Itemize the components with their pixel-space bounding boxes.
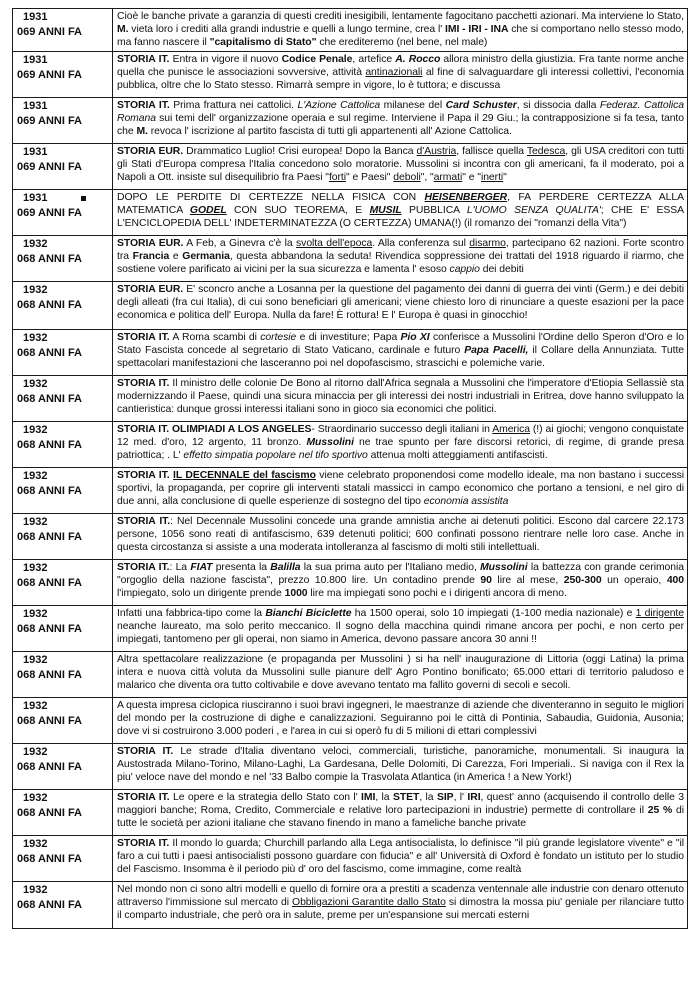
years-ago-label: 068 ANNI FA — [17, 530, 83, 543]
year-label: 1931 — [23, 99, 48, 112]
text-run: IMI - IRI - INA — [445, 24, 509, 36]
text-run: , fallisce quella — [456, 145, 527, 157]
text-run: STORIA IT. — [117, 53, 170, 65]
timeline-row — [13, 467, 688, 513]
text-run: svolta dell'epoca — [296, 237, 373, 249]
text-run: " — [503, 172, 507, 184]
year-label: 1932 — [23, 653, 48, 666]
years-ago-label: 068 ANNI FA — [17, 298, 83, 311]
text-run: ", " — [420, 172, 434, 184]
entry-text — [113, 881, 688, 928]
text-run: Entra in vigore il nuovo — [169, 53, 282, 65]
text-run: Il ministro delle colonie De Bono al ritorno dall'Africa segnala a Mussolini che l'imperatore d'Etiopia Sellassiè sta modernizzando il Paese, quindi una sicura minaccia per gli interessi dei nostri industriali in Eritrea, dove hanno sviluppato la cantieristica: dunque grossi interessi italiani sono in gioco sia economici che politici. — [117, 377, 684, 416]
timeline-row — [13, 743, 688, 789]
text-run: SIP — [436, 791, 454, 803]
entry-text — [113, 97, 688, 143]
date-cell — [13, 697, 113, 743]
text-run: A. Rocco — [395, 53, 441, 65]
year-label: 1932 — [23, 837, 48, 850]
year-label: 1932 — [23, 515, 48, 528]
timeline-row — [13, 835, 688, 881]
text-run: sui temi dell' organizzazione operaia e sul regime. Interviene il Papa il 29 Giu.; la contrapposizione si fa tesa, tanto che — [117, 112, 684, 138]
entry-text — [113, 467, 688, 513]
text-run: STORIA IT. — [117, 331, 170, 343]
text-run: A Feb, a Ginevra c'è la — [183, 237, 297, 249]
text-run: L'Azione Cattolica — [297, 99, 381, 111]
years-ago-label: 068 ANNI FA — [17, 760, 83, 773]
text-run: disarmo — [469, 237, 506, 249]
text-run: la battezza con grande cerimonia "orgoglio della nazione fascista", prezzo 10.800 lire. Un contadino prende — [117, 561, 684, 586]
date-cell — [13, 51, 113, 97]
text-run: cortesie — [260, 331, 297, 343]
years-ago-label: 068 ANNI FA — [17, 806, 83, 819]
text-run: , si dissocia dalla — [516, 99, 600, 111]
text-run: America — [492, 423, 530, 435]
timeline-row — [13, 881, 688, 928]
text-run: PUBBLICA — [401, 204, 467, 216]
text-run: d'Austria — [416, 145, 457, 157]
year-label: 1932 — [23, 699, 48, 712]
text-run: l'impiegato, solo un dirigente prende — [117, 588, 285, 600]
year-label: 1932 — [23, 561, 48, 574]
text-run: che erediteremo (nel bene, nel male) — [316, 37, 488, 49]
text-run: STORIA IT. — [117, 745, 174, 757]
entry-text — [113, 189, 688, 235]
text-run: 250-300 — [563, 574, 602, 586]
text-run: la sua prima auto per l'Italiano medio, — [300, 561, 481, 573]
timeline-row — [13, 97, 688, 143]
text-run: (!) ai giochi; vengono conquistate 12 med. d'oro, 12 argento, 11 bronzo. — [117, 423, 684, 448]
text-run: STET — [392, 791, 420, 803]
text-run: , l' — [453, 791, 468, 803]
years-ago-label: 068 ANNI FA — [17, 392, 83, 405]
text-run: Codice Penale — [281, 53, 353, 65]
year-label: 1931 — [23, 191, 48, 204]
years-ago-label: 069 ANNI FA — [17, 114, 83, 127]
text-run: Infatti una fabbrica-tipo come la — [117, 607, 266, 619]
text-run: attenua molti atteggiamenti antifascisti. — [367, 450, 548, 462]
text-run: Mussolini — [306, 436, 354, 448]
timeline-row — [13, 513, 688, 559]
date-cell — [13, 789, 113, 835]
text-run: M. — [136, 126, 148, 138]
text-run: Federaz. Cattolica Romana — [117, 99, 684, 124]
years-ago-label: 069 ANNI FA — [17, 206, 83, 219]
year-label: 1932 — [23, 607, 48, 620]
text-run: , questa abbandona la seduta! Rivendica soppressione dei trattati del 1918 riguardo il riarmo, che sostiene volere parificato ai vicini per la sua sicurezza e lamenta l' esoso — [117, 250, 684, 276]
bullet-marker-icon — [81, 196, 86, 201]
date-cell — [13, 513, 113, 559]
date-cell — [13, 881, 113, 928]
text-run: Mussolini — [480, 561, 528, 573]
text-run: L'UOMO SENZA QUALITA' — [466, 204, 601, 216]
text-run: FIAT — [190, 561, 213, 573]
text-run: Germania — [182, 250, 230, 262]
years-ago-label: 068 ANNI FA — [17, 852, 83, 865]
years-ago-label: 068 ANNI FA — [17, 252, 83, 265]
text-run: IRI — [467, 791, 481, 803]
text-run: di tutte le società per azioni italiane che stavano finendo in mano a fameliche banche private — [117, 804, 685, 830]
date-cell — [13, 329, 113, 375]
text-run: , FA PERDERE CERTEZZA ALLA MATEMATICA — [117, 191, 684, 216]
text-run: Le opere e la strategia dello Stato con l' — [169, 791, 362, 803]
year-label: 1931 — [23, 53, 48, 66]
text-run: , gli USA creditori con tutti gli Stati d'Europa compresa l'Italia concedono solo moratorie. Mussolini si incontra con gli americani, fa il moderato, poi a Napoli a Ott. insiste sul disequilibrio fra Paesi " — [117, 145, 685, 184]
text-run: " e " — [462, 172, 481, 184]
text-run: STORIA IT. — [117, 377, 170, 389]
year-label: 1932 — [23, 377, 48, 390]
entry-text — [113, 235, 688, 281]
text-run: conferisce a Mussolini l'Ordine dello Speron d'Oro e lo Stato Fascista concede al segretario di Stato Vaticano, cardinale e futuro — [117, 331, 684, 356]
text-run: Card Schuster — [445, 99, 517, 111]
date-cell — [13, 605, 113, 651]
timeline-row — [13, 143, 688, 189]
years-ago-label: 069 ANNI FA — [17, 26, 83, 38]
text-run: , quest' anno (acquisendo il controllo delle 3 maggiori banche; Roma, Credito, Commerciale e relative loro partecipazioni in industrie) permette di controllare il — [117, 791, 685, 816]
year-label: 1931 — [23, 11, 48, 23]
timeline-row — [13, 605, 688, 651]
date-cell — [13, 651, 113, 697]
text-run: Nel mondo non ci sono altri modelli e quello di fornire ora a prestiti a scadenza ventennale alle industrie con denaro ottenuto attraverso l'immissione sul mercato di — [117, 883, 684, 908]
date-cell — [13, 189, 113, 235]
years-ago-label: 068 ANNI FA — [17, 668, 83, 681]
text-run: il Collare della Annunziata. Tutte spettacolari manifestazioni che lasceranno poi nel dopofascismo, strascichi e polemiche varie. — [117, 344, 685, 370]
timeline-row — [13, 329, 688, 375]
years-ago-label: 069 ANNI FA — [17, 160, 83, 173]
date-cell — [13, 743, 113, 789]
text-run: Drammatico Luglio! Crisi europea! Dopo la Banca — [183, 145, 417, 157]
year-label: 1932 — [23, 283, 48, 296]
text-run: , artefice — [352, 53, 396, 65]
years-ago-label: 068 ANNI FA — [17, 898, 83, 911]
year-label: 1932 — [23, 745, 48, 758]
text-run: 90 — [480, 574, 492, 586]
text-run: economia assistita — [423, 496, 509, 508]
text-run: MUSIL — [369, 204, 402, 216]
text-run: Balilla — [270, 561, 301, 573]
entry-text — [113, 697, 688, 743]
text-run: antinazionali — [365, 66, 423, 78]
timeline-row — [13, 651, 688, 697]
date-cell — [13, 835, 113, 881]
timeline-row — [13, 421, 688, 467]
text-run: 400 — [666, 574, 684, 586]
text-run: lire al mese, — [491, 574, 564, 586]
entry-text — [113, 51, 688, 97]
text-run: A questa impresa ciclopica riusciranno i suoi bravi ingegneri, le maestranze di aziende che diventeranno in seguito le migliori del mondo per la costruzione di dighe e canalizzazioni. Seguiranno poi le città di Pontinia, Sabaudia, Guidonia, Ausonia; dove vi si costruirono 3.000 poderi , e l'area in cui si operò fu di 5 milioni di ettari complessivi — [117, 699, 684, 738]
years-ago-label: 068 ANNI FA — [17, 714, 83, 727]
text-run: inerti — [480, 172, 504, 184]
date-cell — [13, 9, 113, 52]
text-run: Francia — [132, 250, 170, 262]
text-run: neanche laureato, ma solo perito meccanico. Il sogno della macchina quindi rimane ancora per pochi, e non certo per impiegati, tantomeno per gli operai, non siamo in America, devono passare ancora 30 anni !! — [117, 620, 684, 646]
text-run: DOPO LE PERDITE DI CERTEZZE NELLA FISICA CON — [117, 191, 425, 203]
text-run: armati — [433, 172, 463, 184]
text-run: . Alla conferenza sul — [372, 237, 470, 249]
entry-text — [113, 605, 688, 651]
text-run: Altra spettacolare realizzazione (e propaganda per Mussolini ) si ha nell' inaugurazione di Littoria (oggi Latina) la prima intera e nuova città voluta da Mussolini sulle pianure dell' Agro Pontino bonificato; 65.000 ettari di territorio paludoso e malarico che diventa ora tutto coltivabile e dove avevano tentato ma fallito governi di secoli e secoli. — [117, 653, 684, 692]
text-run: 1000 — [284, 588, 308, 600]
date-cell — [13, 375, 113, 421]
text-run: cappio — [449, 264, 480, 276]
text-run: IL DECENNALE del fascismo — [173, 469, 316, 481]
date-cell — [13, 281, 113, 329]
text-run: , la — [419, 791, 437, 803]
text-run: vieta loro i crediti alla grandi industrie e quelli a lungo termine, crea l' — [128, 24, 446, 36]
entry-text — [113, 651, 688, 697]
timeline-row — [13, 281, 688, 329]
text-run: M. — [117, 24, 129, 36]
date-cell — [13, 235, 113, 281]
year-label: 1932 — [23, 791, 48, 804]
text-run: lire ma impiegati sono pochi e i dirigenti ancora di meno. — [307, 588, 567, 600]
text-run: revoca l' iscrizione al partito fascista di tutti gli appartenenti all' Azione Cattolica. — [147, 126, 512, 138]
text-run: STORIA IT. — [117, 99, 170, 111]
text-run: e di investiture; Papa — [296, 331, 401, 343]
years-ago-label: 068 ANNI FA — [17, 484, 83, 497]
year-label: 1932 — [23, 469, 48, 482]
text-run: " e Paesi" — [346, 172, 394, 184]
year-label: 1932 — [23, 331, 48, 344]
text-run: STORIA IT. — [117, 469, 174, 481]
text-run: STORIA IT. — [117, 515, 171, 527]
years-ago-label: 068 ANNI FA — [17, 438, 83, 451]
chronology-table — [12, 8, 688, 929]
text-run: GODEL — [189, 204, 227, 216]
text-run: effetto simpatia popolare nel tifo sportivo — [183, 450, 368, 462]
date-cell — [13, 467, 113, 513]
text-run: IMI — [361, 791, 376, 803]
text-run: Cioè le banche private a garanzia di questi crediti inesigibili, lentamente fagocitano pacchetti azionari. Ma interviene lo Stato, — [117, 11, 684, 22]
text-run: ne trae spunto per fare discorsi retorici, di regime, di grande presa patriottica; . L' — [117, 436, 684, 462]
text-run: Le strade d'Italia diventano veloci, commerciali, turistiche, panoramiche, monumentali. Si inaugura la Austostrada Milano-Torino, Milano-Laghi, La Gardesana, Delle Dolomiti, Di Carezza, Fori Imperiali.. Si naviga con il Rex la piu' veloce nave del mondo e nel '33 Balbo compie la Trasvolata Atlantica (in America ! a New York!) — [117, 745, 684, 784]
date-cell — [13, 559, 113, 605]
date-cell — [13, 97, 113, 143]
timeline-row — [13, 375, 688, 421]
text-run: CON SUO TEOREMA, E — [226, 204, 370, 216]
text-run: : Nel Decennale Mussolini concede una grande amnistia anche ai detenuti politici. Escono dal carcere 22.173 persone, 1056 sono reati di antifascismo, 639 detenuti politici; 600 confinati possono rientrare nelle loro case. Anche in questa circostanza si assiste a una moderata intolleranza al fascismo di molti stili intellettuali. — [117, 515, 684, 554]
text-run: Tedesca — [526, 145, 566, 157]
text-run: Il mondo lo guarda; Churchill parlando alla Lega antisocialista, lo definisce "il più grande legislatore vivente" e "il faro a cui tutti i paesi antisocialisti possono guardare con fiducia" e all' Università di Oxford è fondato un istituto per lo studio del Fascismo. Insomma è il periodo più d' oro del fascismo, come immagine, come realtà — [117, 837, 684, 876]
text-run: e — [169, 250, 183, 262]
timeline-row — [13, 235, 688, 281]
text-run: , partecipano 62 nazioni. Forte scontro tra — [117, 237, 685, 262]
text-run: HEISENBERGER — [424, 191, 508, 203]
text-run: viene celebrato proponendosi come modello ideale, ma non bastano i successi sportivi, la propaganda, per coprire gli interventi statali massicci in campo economico che portano a tensioni, e nel giro di due anni, alla conclusione di quelle esperienze di sostegno del tipo — [117, 469, 684, 508]
entry-text — [113, 743, 688, 789]
entry-text — [113, 835, 688, 881]
text-run: 25 % — [647, 804, 673, 816]
text-run: al fine di salvaguardare gli interessi collettivi, l'economia pubblica, oltre che lo Stato stesso. Rimarrà sempre in vigore, lo è tuttora; e discussa — [117, 66, 684, 92]
timeline-row — [13, 559, 688, 605]
year-label: 1932 — [23, 237, 48, 250]
text-run: presenta la — [212, 561, 271, 573]
timeline-row — [13, 789, 688, 835]
text-run: ; CHE E' ESSA L'ENCICLOPEDIA DELL' INDETERMINATEZZA (O CERTEZZA) UMANA(!) (il romanzo dei "romanzi della Vita") — [117, 204, 684, 230]
text-run: forti — [328, 172, 347, 184]
text-run: dei debiti — [479, 264, 524, 276]
timeline-row — [13, 189, 688, 235]
text-run: STORIA IT. — [117, 837, 170, 849]
years-ago-label: 068 ANNI FA — [17, 346, 83, 359]
text-run: STORIA IT. — [117, 791, 170, 803]
year-label: 1931 — [23, 145, 48, 158]
text-run: STORIA EUR. — [117, 237, 184, 249]
text-run: A Roma scambi di — [169, 331, 261, 343]
entry-text — [113, 513, 688, 559]
entry-text — [113, 421, 688, 467]
text-run: Papa Pacelli, — [464, 344, 529, 356]
text-run: ha 1500 operai, solo 10 impiegati (1-100 media nazionale) e — [351, 607, 636, 619]
text-run: Pio XI — [400, 331, 430, 343]
text-run: deboli — [393, 172, 421, 184]
text-run: Bianchi Biciclette — [265, 607, 352, 619]
entry-text — [113, 281, 688, 329]
text-run: E' sconcro anche a Losanna per la questione del pagamento dei danni di guerra dei vinti (Germ.) e dei debiti degli alleati (fra cui Italia), di cui sono beneficiari gli americani; viene chiesto loro di rinunciare a queste esazioni per la pace economica e politica dell' Europa. Nulla da fare! È rottura! E l' Europa è quasi in ginocchio! — [117, 283, 684, 322]
text-run: che si comportano nello stesso modo, ma fanno nascere il — [117, 24, 684, 49]
text-run: Obbligazioni Garantite dallo Stato — [292, 896, 446, 908]
text-run: "capitalismo di Stato" — [209, 37, 317, 49]
years-ago-label: 068 ANNI FA — [17, 576, 83, 589]
entry-text — [113, 9, 688, 52]
text-run: allora ministro della giustizia. Fra tante norme anche quella che punisce le associazioni sovversive, attività — [117, 53, 684, 78]
text-run: Prima frattura nei cattolici. — [169, 99, 298, 111]
entry-text — [113, 559, 688, 605]
text-run: - Straordinario successo degli italiani in — [311, 423, 493, 435]
entry-text — [113, 143, 688, 189]
entry-text — [113, 375, 688, 421]
text-run: milanese del — [380, 99, 446, 111]
text-run: un operaio, — [601, 574, 667, 586]
year-label: 1932 — [23, 883, 48, 896]
text-run: si dimostra la mossa piu' geniale per rilanciare tutto il comparto industriale, che però ora in salute, preme per un'espansione sui mercati esterni — [117, 896, 684, 922]
text-run: , la — [375, 791, 393, 803]
timeline-row — [13, 697, 688, 743]
chronology-page — [12, 8, 688, 929]
entry-text — [113, 329, 688, 375]
years-ago-label: 068 ANNI FA — [17, 622, 83, 635]
date-cell — [13, 143, 113, 189]
date-cell — [13, 421, 113, 467]
year-label: 1932 — [23, 423, 48, 436]
entry-text — [113, 789, 688, 835]
text-run: : La — [169, 561, 191, 573]
timeline-row — [13, 9, 688, 52]
timeline-row — [13, 51, 688, 97]
text-run: STORIA IT. — [117, 561, 170, 573]
text-run: 1 dirigente — [635, 607, 684, 619]
text-run: STORIA EUR. — [117, 283, 184, 295]
text-run: STORIA EUR. — [117, 145, 184, 157]
years-ago-label: 069 ANNI FA — [17, 68, 83, 81]
text-run: STORIA IT. OLIMPIADI A LOS ANGELES — [117, 423, 312, 435]
